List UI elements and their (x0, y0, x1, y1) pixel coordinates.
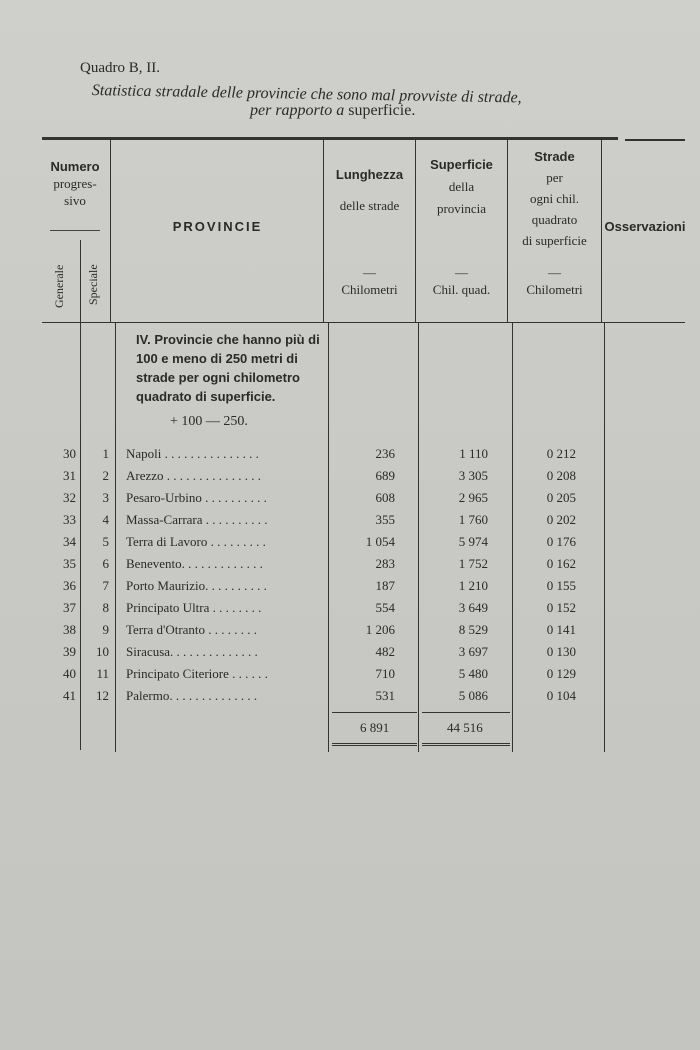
table-row (0, 578, 700, 600)
row-superficie: 5 086 (458, 688, 488, 703)
header-superficie-line2: della (448, 179, 475, 194)
numero-brace (50, 230, 100, 231)
row-superficie: 3 697 (458, 644, 488, 659)
row-strade: 0 155 (546, 578, 576, 593)
top-rule (42, 137, 618, 140)
row-strade: 0 205 (546, 490, 576, 505)
header-strade-line3: ogni chil. (529, 191, 580, 206)
table-row (0, 600, 700, 622)
row-strade: 0 212 (546, 446, 576, 461)
header-superficie-unit-block (416, 264, 507, 298)
header-bottom-rule (42, 322, 685, 323)
row-speciale: 7 (102, 578, 109, 593)
row-provincia: Siracusa. . . . . . . . . . . . . . (126, 644, 258, 659)
table-row (0, 644, 700, 666)
header-strade-line2: per (546, 170, 563, 185)
row-generale: 37 (63, 600, 76, 615)
row-superficie: 5 974 (458, 534, 488, 549)
header-strade-unit-block (508, 264, 601, 298)
table-row (0, 688, 700, 710)
header-osservazioni (602, 218, 688, 235)
header-strade-unit: Chilometri (526, 282, 583, 297)
section-heading: IV. Provincie che hanno più di 100 e meno di 250 metri di strade per ogni chilometro quadrato di superficie. (136, 332, 320, 404)
row-provincia: Benevento. . . . . . . . . . . . . (126, 556, 263, 571)
row-lunghezza: 710 (375, 666, 395, 681)
table-row (0, 666, 700, 688)
row-speciale: 8 (102, 600, 109, 615)
row-generale: 38 (63, 622, 76, 637)
row-provincia: Terra di Lavoro . . . . . . . . . (126, 534, 266, 549)
header-lunghezza (324, 166, 415, 214)
totals-double-rule-lunghezza (332, 743, 417, 746)
row-speciale: 4 (102, 512, 109, 527)
row-superficie: 8 529 (458, 622, 488, 637)
row-superficie: 1 210 (458, 578, 488, 593)
row-lunghezza: 187 (375, 578, 395, 593)
header-provincie (112, 218, 323, 235)
row-superficie: 1 752 (458, 556, 488, 571)
header-strade-line4: quadrato (531, 212, 578, 227)
table-row (0, 446, 700, 468)
table-row (0, 622, 700, 644)
header-strade-line1: Strade (534, 149, 575, 164)
row-generale: 33 (63, 512, 76, 527)
row-lunghezza: 283 (375, 556, 395, 571)
table-row (0, 468, 700, 490)
row-strade: 0 152 (546, 600, 576, 615)
row-provincia: Terra d'Otranto . . . . . . . . (126, 622, 258, 637)
row-strade: 0 208 (546, 468, 576, 483)
header-strade-line5: di superficie (522, 233, 587, 248)
header-strade-dash: — (548, 265, 561, 280)
header-lunghezza-line1: Lunghezza (335, 167, 404, 182)
row-lunghezza: 531 (375, 688, 395, 703)
table-row (0, 556, 700, 578)
quadro-label: Quadro B, II. (80, 60, 160, 76)
row-lunghezza: 482 (375, 644, 395, 659)
table-row (0, 534, 700, 556)
header-osservazioni-label: Osservazioni (604, 219, 686, 234)
row-provincia: Pesaro-Urbino . . . . . . . . . . (126, 490, 267, 505)
row-generale: 41 (63, 688, 76, 703)
row-generale: 30 (63, 446, 76, 461)
row-superficie: 3 305 (458, 468, 488, 483)
table-title-line2 (250, 102, 415, 120)
row-speciale: 6 (102, 556, 109, 571)
row-lunghezza: 236 (375, 446, 395, 461)
header-numero-line2: progres- (53, 176, 97, 191)
row-strade: 0 129 (546, 666, 576, 681)
totals-rule-lunghezza (332, 712, 417, 713)
row-lunghezza: 355 (375, 512, 395, 527)
header-lunghezza-line2: delle strade (339, 198, 400, 213)
row-superficie: 5 480 (458, 666, 488, 681)
row-speciale: 1 (102, 446, 109, 461)
header-numero-line1: Numero (50, 159, 100, 174)
row-strade: 0 141 (546, 622, 576, 637)
table-row (0, 490, 700, 512)
header-lunghezza-unit-block (324, 264, 415, 298)
row-generale: 31 (63, 468, 76, 483)
header-strade (508, 146, 601, 251)
header-generale: Generale (52, 264, 66, 308)
row-generale: 40 (63, 666, 76, 681)
row-generale: 39 (63, 644, 76, 659)
row-lunghezza: 554 (375, 600, 395, 615)
header-superficie-line1: Superficie (430, 157, 493, 172)
row-strade: 0 162 (546, 556, 576, 571)
row-strade: 0 130 (546, 644, 576, 659)
row-generale: 36 (63, 578, 76, 593)
row-lunghezza: 608 (375, 490, 395, 505)
row-provincia: Principato Citeriore . . . . . . (126, 666, 268, 681)
row-superficie: 2 965 (458, 490, 488, 505)
row-provincia: Porto Maurizio. . . . . . . . . . (126, 578, 267, 593)
table-title-line1: Statistica stradale delle provincie che sono mal provviste di strade, (91, 82, 522, 107)
row-speciale: 12 (96, 688, 109, 703)
header-numero (40, 158, 110, 209)
row-speciale: 3 (102, 490, 109, 505)
header-speciale: Speciale (86, 264, 100, 305)
totals-double-rule-superficie (422, 743, 510, 746)
row-lunghezza: 1 206 (365, 622, 395, 637)
header-lunghezza-unit: Chilometri (341, 282, 398, 297)
totals-rule-superficie (422, 712, 510, 713)
row-speciale: 2 (102, 468, 109, 483)
header-superficie-dash: — (455, 265, 468, 280)
row-strade: 0 202 (546, 512, 576, 527)
row-lunghezza: 689 (375, 468, 395, 483)
total-lunghezza: 6 891 (360, 720, 390, 735)
section-range: + 100 — 250. (170, 414, 248, 429)
row-speciale: 5 (102, 534, 109, 549)
title-line2-rest: superficie. (348, 102, 416, 119)
header-lunghezza-dash: — (363, 265, 376, 280)
row-lunghezza: 1 054 (365, 534, 395, 549)
header-numero-line3: sivo (64, 193, 86, 208)
header-superficie (416, 154, 507, 220)
table-row (0, 512, 700, 534)
row-generale: 35 (63, 556, 76, 571)
col-sep-numero (110, 140, 111, 322)
row-provincia: Palermo. . . . . . . . . . . . . . (126, 688, 258, 703)
row-provincia: Massa-Carrara . . . . . . . . . . (126, 512, 268, 527)
row-provincia: Arezzo . . . . . . . . . . . . . . . (126, 468, 262, 483)
title-line2-italic: per rapporto a (250, 102, 345, 119)
row-provincia: Principato Ultra . . . . . . . . (126, 600, 262, 615)
header-superficie-line3: provincia (436, 201, 487, 216)
header-provincie-label: PROVINCIE (172, 219, 263, 234)
row-strade: 0 104 (546, 688, 576, 703)
total-superficie: 44 516 (447, 720, 483, 735)
row-speciale: 10 (96, 644, 109, 659)
row-superficie: 1 110 (459, 446, 488, 461)
top-rule-osservazioni (625, 139, 685, 141)
row-provincia: Napoli . . . . . . . . . . . . . . . (126, 446, 259, 461)
row-generale: 34 (63, 534, 76, 549)
row-speciale: 11 (96, 666, 109, 681)
row-superficie: 1 760 (458, 512, 488, 527)
row-superficie: 3 649 (458, 600, 488, 615)
header-superficie-unit: Chil. quad. (432, 282, 491, 297)
row-generale: 32 (63, 490, 76, 505)
row-strade: 0 176 (546, 534, 576, 549)
row-speciale: 9 (102, 622, 109, 637)
